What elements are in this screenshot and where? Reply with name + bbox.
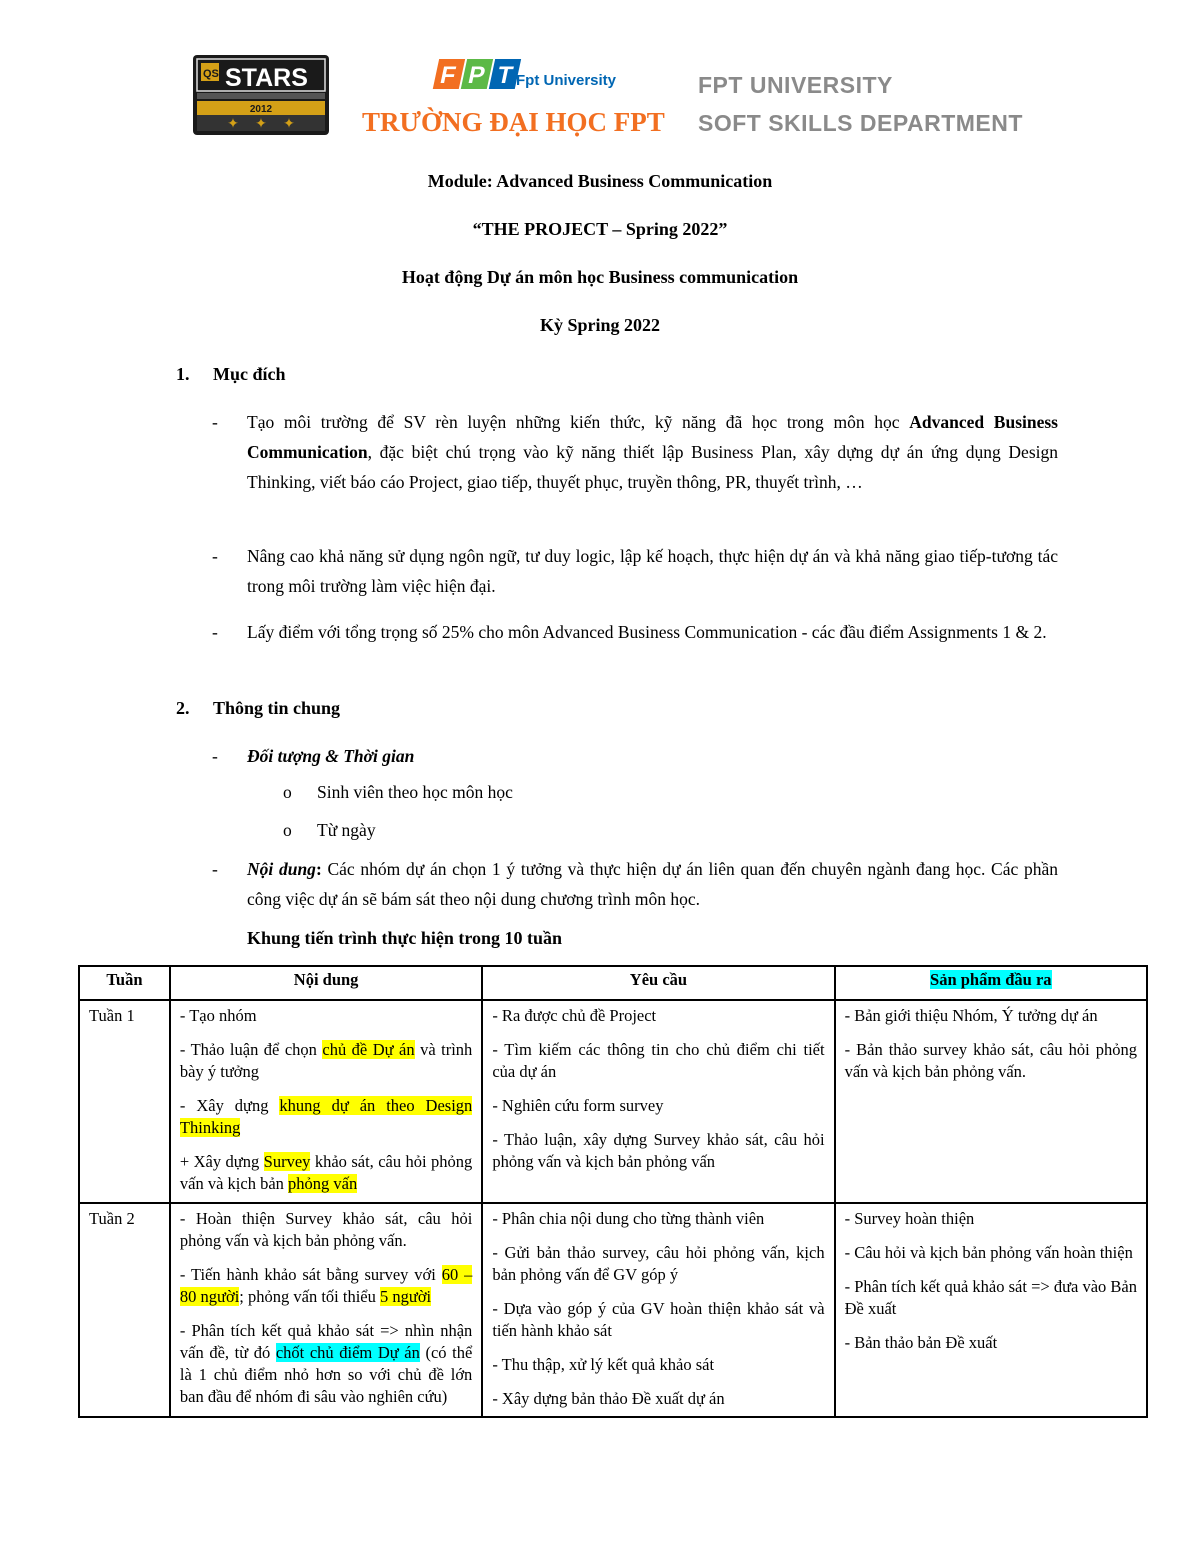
week-cell: Tuần 2 [79,1203,170,1417]
content-text: khảo sát, câu hỏi phỏng vấn và kịch bản [179,1152,473,1193]
purpose-1-text: Tạo môi trường để SV rèn luyện những kiến thức, kỹ năng đã học trong môn học [247,412,910,432]
section-2-title: Thông tin chung [213,698,341,718]
content-item [180,1320,472,1408]
content-text: Các nhóm dự án chọn 1 ý tưởng và thực hiện dự án liên quan đến chuyên ngành đang học. Các phần công việc dự án sẽ bám sát theo nội dung chương trình môn học. [247,859,1058,909]
subject-bullet: - Đối tượng & Thời gian [212,746,415,766]
output-item: - Câu hỏi và kịch bản phỏng vấn hoàn thiện [844,1243,1133,1262]
requirement-cell [482,1203,834,1417]
highlight-text: 5 người [380,1287,432,1306]
qs-stars-logo [193,55,329,135]
output-cell [835,1203,1147,1417]
content-item [180,1264,472,1308]
stars-logo-text: STARS [225,64,308,92]
content-item [180,1095,472,1139]
requirement-item: - Tìm kiếm các thông tin cho chủ điểm chi tiết của dự án [492,1040,825,1081]
fpt-letter-f: F [437,62,459,89]
purpose-bullet-3: - Lấy điểm với tổng trọng số 25% cho môn Advanced Business Communication - các đầu điểm Assignments 1 & 2. [212,617,1058,647]
output-item: - Bản thảo survey khảo sát, câu hỏi phỏng vấn và kịch bản phỏng vấn. [844,1040,1137,1081]
fpt-letter-p: P [465,62,488,89]
table-header-row [79,966,1147,1000]
content-item: - Hoàn thiện Survey khảo sát, câu hỏi phỏng vấn và kịch bản phỏng vấn. [179,1209,473,1250]
content-label: Nội dung [247,859,316,879]
subject-label: Đối tượng & Thời gian [247,746,415,766]
requirement-cell [482,1000,834,1203]
project-title: “THE PROJECT – Spring 2022” [472,219,728,239]
output-item: - Bản thảo bản Đề xuất [844,1333,998,1352]
highlight-text: 60 – 80 người [179,1265,473,1306]
requirement-item: - Ra được chủ đề Project [492,1006,657,1025]
purpose-bullet-1: - Tạo môi trường để SV rèn luyện những kiến thức, kỹ năng đã học trong môn học Advanced Business Communication, đặc biệt chú trọng vào kỹ năng thiết lập Business Plan, xây dựng dự án ứng dụng Design Thinking, viết báo cáo Project, giao tiếp, thuyết phục, truyền thông, PR, thuyết trình, … [212,412,1058,492]
section-1-title: Mục đích [213,364,286,384]
requirement-item: - Nghiên cứu form survey [492,1096,664,1115]
content-text: và trình bày ý tưởng [179,1040,473,1081]
content-cell [170,1203,482,1417]
purpose-1-text-end: , đặc biệt chú trọng vào kỹ năng thiết lập Business Plan, xây dựng dự án ứng dụng Design Thinking, viết báo cáo Project, giao tiếp, thuyết phục, truyền thông, PR, thuyết trình, … [247,442,1058,492]
section-2-heading [176,698,340,719]
output-item: - Survey hoàn thiện [844,1209,975,1228]
requirement-item: - Thu thập, xử lý kết quả khảo sát [492,1355,715,1374]
content-text: - Phân tích kết quả khảo sát => nhìn nhận vấn đề, từ đó [179,1321,473,1362]
department-heading [698,66,1023,142]
purpose-1-bold: Advanced Business Communication [247,412,1058,462]
section-1-heading [176,364,286,385]
highlight-text: Survey [263,1152,311,1171]
progress-table [78,965,1148,1418]
output-item: - Phân tích kết quả khảo sát => đưa vào Bản Đề xuất [844,1277,1137,1318]
department-name: SOFT SKILLS DEPARTMENT [698,110,1023,136]
purpose-bullet-2: - Nâng cao khả năng sử dụng ngôn ngữ, tư duy logic, lập kế hoạch, thực hiện dự án và khả năng giao tiếp-tương tác trong môi trường làm việc hiện đại. [212,541,1058,601]
svg-text:✦: ✦ [283,117,295,132]
output-item: - Bản giới thiệu Nhóm, Ý tưởng dự án [844,1006,1098,1025]
content-item: - Tạo nhóm [179,1006,257,1025]
week-cell: Tuần 1 [79,1000,170,1203]
fpt-sub-text: Fpt University [516,72,617,89]
svg-text:✦: ✦ [255,117,267,132]
purpose-3-text: Lấy điểm với tổng trọng số 25% cho môn Advanced Business Communication - các đầu điểm Assignments 1 & 2. [247,622,1047,642]
content-item [180,1039,472,1083]
content-text: ; phỏng vấn tối thiểu [239,1287,380,1306]
content-text: - Tiến hành khảo sát bằng survey với [179,1265,442,1284]
requirement-item: - Dựa vào góp ý của GV hoàn thiện khảo sát và tiến hành khảo sát [492,1299,825,1340]
output-cell [835,1000,1147,1203]
term-title: Kỳ Spring 2022 [539,315,661,335]
fpt-university-logo [360,55,670,139]
header-output [835,966,1147,1000]
school-name: TRƯỜNG ĐẠI HỌC FPT [362,107,665,137]
purpose-2-text: Nâng cao khả năng sử dụng ngôn ngữ, tư duy logic, lập kế hoạch, thực hiện dự án và khả năng giao tiếp-tương tác trong môi trường làm việc hiện đại. [247,546,1058,596]
requirement-item: - Thảo luận, xây dựng Survey khảo sát, câu hỏi phỏng vấn và kịch bản phỏng vấn [492,1130,825,1171]
content-item [180,1151,472,1195]
content-text: - Thảo luận để chọn [179,1040,323,1059]
requirement-item: - Gửi bản thảo survey, câu hỏi phỏng vấn, kịch bản phỏng vấn để GV góp ý [492,1243,825,1284]
header-requirement: Yêu cầu [482,966,834,1000]
sub-bullet-students-text: Sinh viên theo học môn học [317,782,513,802]
content-text: + Xây dựng [179,1152,264,1171]
section-1-number: 1. [176,364,190,384]
header-output-label: Sản phẩm đầu ra [930,970,1052,989]
table-row [79,1000,1147,1203]
table-row [79,1203,1147,1417]
requirement-item: - Phân chia nội dung cho từng thành viên [492,1209,765,1228]
sub-bullet-date-text: Từ ngày [317,820,376,840]
svg-text:✦: ✦ [227,117,239,132]
highlight-text: khung dự án theo Design Thinking [179,1096,473,1137]
requirement-item: - Xây dựng bản thảo Đề xuất dự án [492,1389,725,1408]
header-content: Nội dung [170,966,482,1000]
sub-bullet-students: o Sinh viên theo học môn học [283,782,513,802]
section-2-number: 2. [176,698,190,718]
content-text: - Xây dựng [179,1096,280,1115]
highlight-text: chủ đề Dự án [322,1040,415,1059]
university-name: FPT UNIVERSITY [698,72,893,98]
svg-text:QS: QS [203,68,219,80]
content-cell [170,1000,482,1203]
sub-bullet-date: o Từ ngày [283,820,376,840]
highlight-text: phỏng vấn [288,1174,358,1193]
highlight-text: chốt chủ điểm Dự án [275,1343,420,1362]
content-bullet: - Nội dung: Các nhóm dự án chọn 1 ý tưởng và thực hiện dự án liên quan đến chuyên ngành đang học. Các phần công việc dự án sẽ bám sát theo nội dung chương trình môn học. [212,859,1058,909]
stars-year: 2012 [249,104,273,115]
activity-title: Hoạt động Dự án môn học Business communication [401,267,799,287]
fpt-letter-t: T [494,62,516,89]
content-colon: : [315,859,322,879]
module-title: Module: Advanced Business Communication [427,171,773,191]
header-week: Tuần [79,966,170,1000]
content-text: (có thể là 1 chủ điểm nhỏ hơn so với chủ đề lớn ban đầu để nhóm đi sâu vào nghiên cứu) [179,1343,473,1406]
table-title: Khung tiến trình thực hiện trong 10 tuần [247,928,563,948]
